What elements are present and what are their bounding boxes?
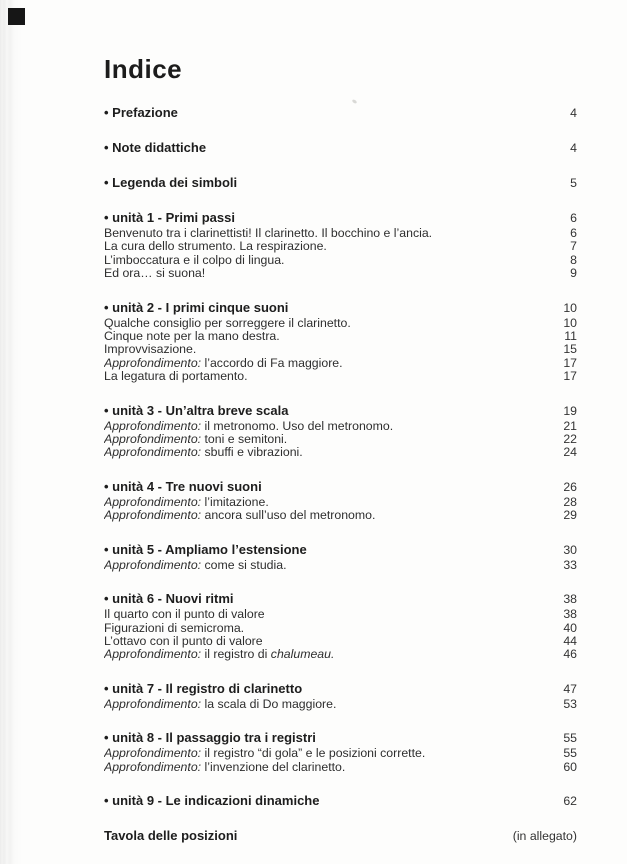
entry-label: Approfondimento: l’accordo di Fa maggiore.	[104, 356, 343, 370]
page-title: Indice	[104, 54, 183, 84]
toc-group	[104, 403, 577, 460]
toc-group	[104, 105, 577, 121]
toc-entry	[104, 210, 577, 226]
toc-subentry	[104, 267, 577, 280]
entry-label: Approfondimento: ancora sull’uso del metronomo.	[104, 509, 376, 523]
toc-subentry	[104, 317, 577, 330]
page-number: 53	[563, 696, 577, 711]
page-number: 4	[570, 106, 577, 120]
toc-subentry	[104, 446, 577, 459]
entry-label: Approfondimento: il metronomo. Uso del metronomo.	[104, 419, 394, 433]
page-number: 60	[563, 759, 577, 774]
page-number: 38	[563, 592, 577, 607]
toc-group	[104, 793, 577, 809]
toc-subentry	[104, 622, 577, 635]
entry-label: • unità 6 - Nuovi ritmi	[104, 591, 234, 607]
page-number: 10	[563, 315, 577, 330]
toc-subentry	[104, 559, 577, 572]
entry-label: • Legenda dei simboli	[104, 175, 238, 190]
entry-label: • unità 2 - I primi cinque suoni	[104, 299, 289, 315]
toc-entry	[104, 542, 577, 558]
page-number: 33	[563, 557, 577, 572]
corner-registration-mark	[8, 8, 25, 25]
entry-label: La cura dello strumento. La respirazione.	[104, 240, 327, 254]
page-number: 22	[563, 432, 577, 447]
toc-group	[104, 210, 577, 281]
page-number: (in allegato)	[512, 828, 577, 843]
page-number: 24	[563, 445, 577, 460]
page-number: 6	[570, 211, 577, 225]
entry-label: L’ottavo con il punto di valore	[104, 634, 263, 648]
toc-subentry	[104, 370, 577, 383]
page-number: 28	[563, 494, 577, 509]
toc-entry	[104, 300, 577, 316]
entry-label: L’imboccatura e il colpo di lingua.	[104, 253, 285, 267]
page-number: 55	[563, 746, 577, 761]
page-number: 44	[563, 633, 577, 648]
toc-entry	[104, 793, 577, 809]
entry-label: Figurazioni di semicroma.	[104, 621, 245, 635]
toc-subentry	[104, 496, 577, 509]
entry-label: • unità 1 - Primi passi	[104, 210, 235, 225]
toc-subentry	[104, 420, 577, 433]
toc-subentry	[104, 648, 577, 661]
page-number: 21	[563, 418, 577, 433]
page-number: 9	[570, 266, 577, 281]
toc-entry	[104, 591, 577, 607]
entry-label: Approfondimento: come si studia.	[104, 558, 287, 572]
page-number: 38	[563, 607, 577, 622]
entry-label: Approfondimento: il registro di chalumeau.	[104, 648, 335, 662]
entry-label: • Prefazione	[104, 105, 178, 120]
page-number: 17	[563, 355, 577, 370]
entry-label: • unità 9 - Le indicazioni dinamiche	[104, 792, 320, 808]
toc-entry	[104, 140, 577, 156]
entry-label: Qualche consiglio per sorreggere il clarinetto.	[104, 316, 351, 330]
entry-label: Benvenuto tra i clarinettisti! Il clarinetto. Il bocchino e l’ancia.	[104, 227, 433, 240]
toc-list	[104, 105, 577, 844]
toc-subentry	[104, 747, 577, 760]
toc-group	[104, 300, 577, 384]
toc-subentry	[104, 635, 577, 648]
entry-label: Approfondimento: il registro “di gola” e le posizioni corrette.	[104, 747, 426, 761]
toc-subentry	[104, 254, 577, 267]
page-number: 55	[563, 731, 577, 746]
page-number: 62	[563, 793, 577, 808]
toc-subentry	[104, 698, 577, 711]
page-number: 15	[563, 342, 577, 357]
toc-group	[104, 140, 577, 156]
toc-group	[104, 479, 577, 523]
toc-group	[104, 175, 577, 191]
entry-label: Tavola delle posizioni	[104, 827, 238, 843]
page-number: 19	[563, 403, 577, 418]
page-number: 7	[570, 239, 577, 254]
toc-entry	[104, 828, 577, 844]
toc-entry	[104, 681, 577, 697]
toc-subentry	[104, 433, 577, 446]
page-number: 6	[570, 226, 577, 240]
page-number: 40	[563, 620, 577, 635]
entry-label: • Note didattiche	[104, 140, 207, 155]
toc-subentry	[104, 330, 577, 343]
entry-label: Approfondimento: sbuffi e vibrazioni.	[104, 446, 303, 460]
entry-label: Approfondimento: l’invenzione del clarinetto.	[104, 760, 346, 774]
page-number: 8	[570, 252, 577, 267]
toc-entry	[104, 175, 577, 191]
entry-label: Ed ora… si suona!	[104, 267, 206, 281]
toc-content	[104, 55, 577, 863]
toc-subentry	[104, 761, 577, 774]
entry-label: Il quarto con il punto di valore	[104, 608, 265, 622]
entry-label: • unità 8 - Il passaggio tra i registri	[104, 730, 316, 746]
page-number: 11	[564, 329, 577, 344]
toc-subentry	[104, 240, 577, 253]
toc-subentry	[104, 227, 577, 240]
entry-label: • unità 5 - Ampliamo l’estensione	[104, 541, 307, 557]
toc-group	[104, 542, 577, 572]
entry-label: Cinque note per la mano destra.	[104, 330, 280, 344]
toc-group	[104, 730, 577, 774]
toc-group	[104, 591, 577, 662]
toc-subentry	[104, 343, 577, 356]
entry-label: Improvvisazione.	[104, 343, 197, 357]
toc-group	[104, 681, 577, 711]
entry-label: Approfondimento: la scala di Do maggiore.	[104, 697, 337, 711]
toc-subentry	[104, 608, 577, 621]
entry-label: Approfondimento: toni e semitoni.	[104, 433, 288, 447]
toc-subentry	[104, 509, 577, 522]
page-number: 47	[563, 681, 577, 696]
page-number: 30	[563, 542, 577, 557]
toc-entry	[104, 105, 577, 121]
entry-label: • unità 4 - Tre nuovi suoni	[104, 478, 262, 494]
entry-label: • unità 7 - Il registro di clarinetto	[104, 680, 303, 696]
page-number: 46	[563, 647, 577, 662]
toc-group	[104, 828, 577, 844]
toc-entry	[104, 403, 577, 419]
entry-label: • unità 3 - Un’altra breve scala	[104, 402, 289, 418]
toc-entry	[104, 730, 577, 746]
toc-subentry	[104, 357, 577, 370]
entry-label: La legatura di portamento.	[104, 370, 248, 384]
page-number: 10	[563, 300, 577, 315]
page-number: 4	[570, 141, 577, 155]
toc-entry	[104, 479, 577, 495]
page-number: 17	[563, 369, 577, 384]
scan-edge-artifact	[0, 0, 26, 864]
entry-label: Approfondimento: l’imitazione.	[104, 495, 269, 509]
page-number: 26	[563, 479, 577, 494]
page-number: 29	[563, 508, 577, 523]
page-number: 5	[570, 176, 577, 190]
